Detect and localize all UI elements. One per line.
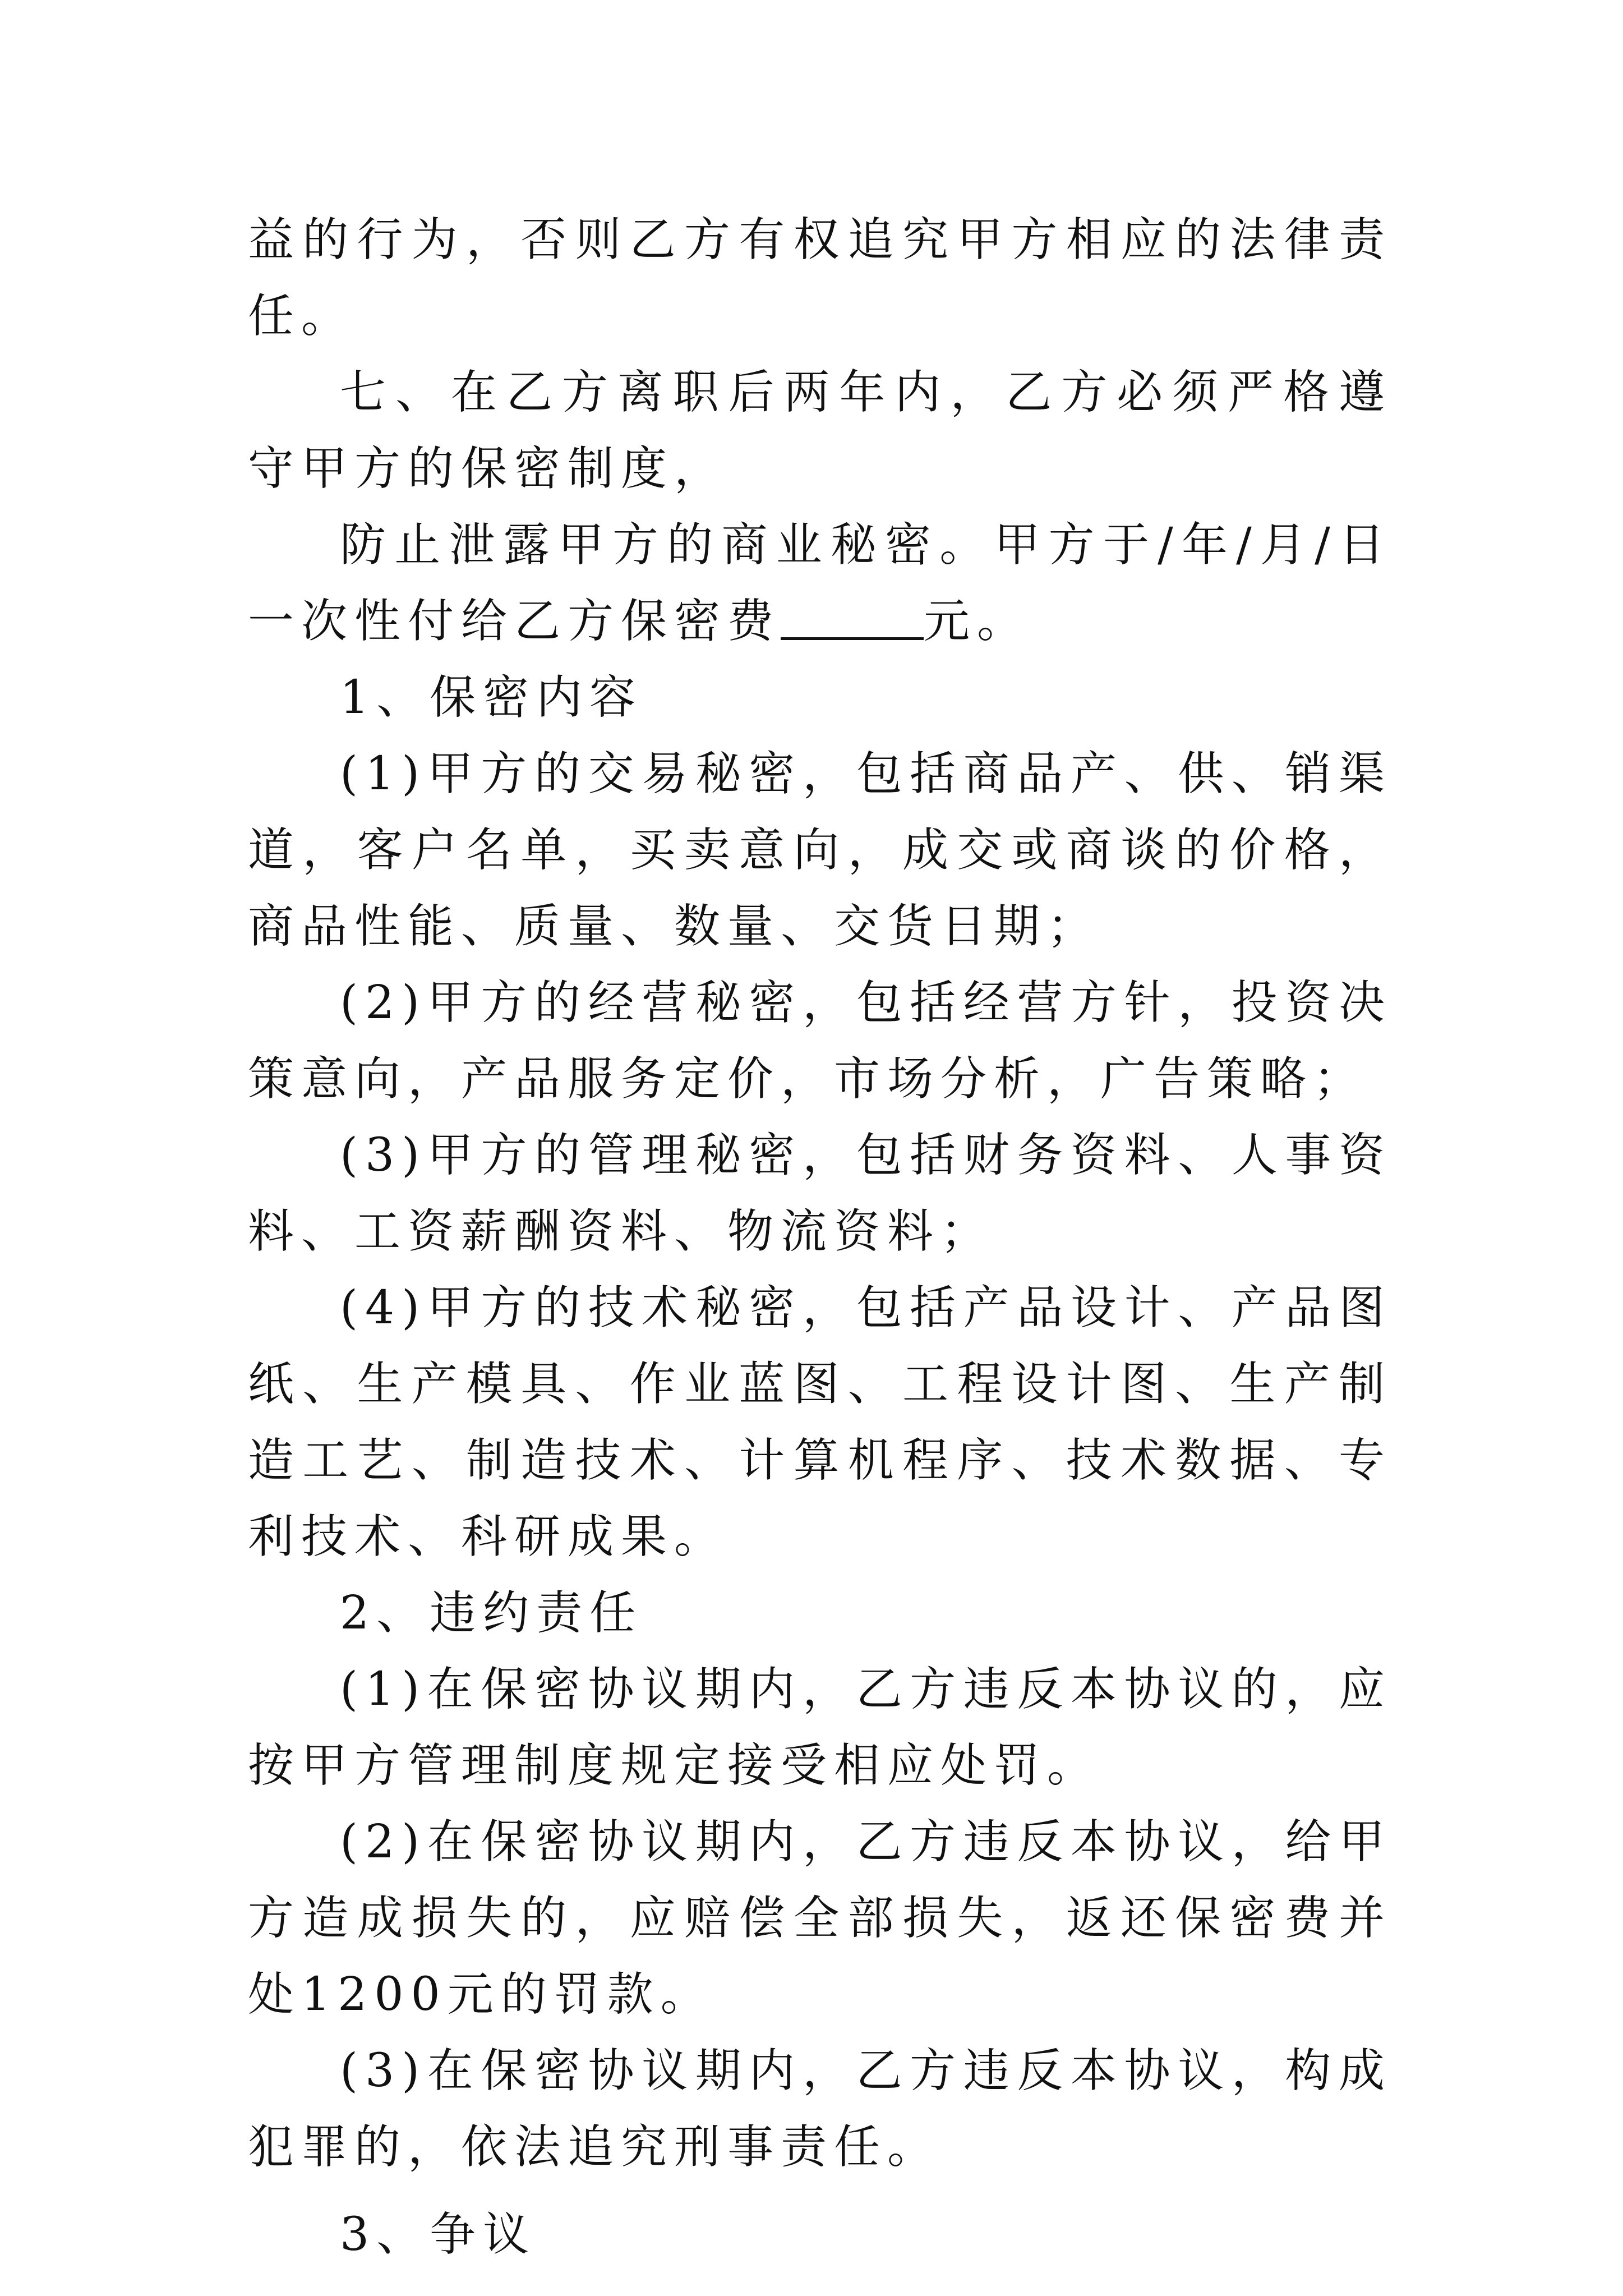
section-heading: 1、保密内容 bbox=[340, 671, 643, 724]
paragraph-text: 防止泄露甲方的商业秘密。甲方于/年/月/日一次性付给乙方保密费 bbox=[248, 518, 1392, 648]
fill-in-blank bbox=[781, 598, 924, 640]
paragraph: (2)在保密协议期内，乙方违反本协议，给甲方造成损失的，应赔偿全部损失，返还保密费并处1200元的罚款。 bbox=[248, 1815, 1392, 2021]
document-body bbox=[248, 202, 1392, 2273]
paragraph-with-blank bbox=[248, 507, 1392, 660]
section-heading: 3、争议 bbox=[340, 2208, 537, 2261]
paragraph: 益的行为，否则乙方有权追究甲方相应的法律责任。 bbox=[248, 213, 1392, 343]
paragraph: (3)在保密协议期内，乙方违反本协议，构成犯罪的，依法追究刑事责任。 bbox=[248, 2044, 1392, 2174]
paragraph: (4)甲方的技术秘密，包括产品设计、产品图纸、生产模具、作业蓝图、工程设计图、生产制造工艺、制造技术、计算机程序、技术数据、专利技术、科研成果。 bbox=[248, 1281, 1392, 1563]
paragraph: (1)在保密协议期内，乙方违反本协议的，应按甲方管理制度规定接受相应处罚。 bbox=[248, 1663, 1392, 1792]
paragraph: 七、在乙方离职后两年内，乙方必须严格遵守甲方的保密制度， bbox=[248, 366, 1392, 495]
paragraph: (3)甲方的管理秘密，包括财务资料、人事资料、工资薪酬资料、物流资料； bbox=[248, 1129, 1392, 1258]
paragraph: (1)甲方的交易秘密，包括商品产、供、销渠道，客户名单，买卖意向，成交或商谈的价格，商品性能、质量、数量、交货日期； bbox=[248, 747, 1392, 953]
section-heading: 2、违约责任 bbox=[340, 1586, 643, 1640]
paragraph: (2)甲方的经营秘密，包括经营方针，投资决策意向，产品服务定价，市场分析，广告策略； bbox=[248, 976, 1392, 1106]
paragraph-suffix: 元。 bbox=[924, 595, 1031, 648]
